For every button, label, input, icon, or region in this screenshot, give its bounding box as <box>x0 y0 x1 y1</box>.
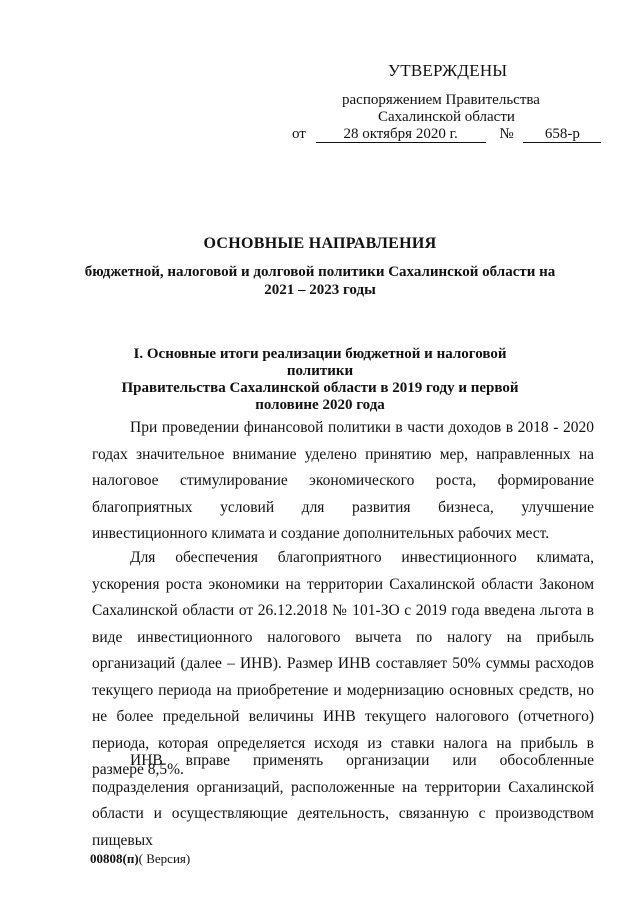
approval-region-line: Сахалинской области <box>378 109 515 125</box>
document-subtitle <box>60 263 580 299</box>
approval-order-line: распоряжением Правительства <box>342 92 540 108</box>
paragraph-text: При проведении финансовой политики в части доходов в 2018 - 2020 годах значительное внимание уделено принятию мер, направленных на налоговое стимулирование экономического роста, формирование благоприятных условий для развития бизнеса, улучшение инвестиционного климата и создание дополнительных рабочих мест. <box>92 419 594 542</box>
footer-stamp <box>90 851 190 867</box>
section-heading-line-2: Правительства Сахалинской области в 2019 году и первой <box>121 380 519 396</box>
paragraph-3 <box>92 748 594 854</box>
number-label: № <box>499 126 514 142</box>
approval-number: 658-р <box>523 127 601 143</box>
section-heading-line-1: I. Основные итоги реализации бюджетной и налоговой политики <box>133 346 507 379</box>
approval-dateline <box>292 126 601 143</box>
from-label: от <box>292 126 306 142</box>
paragraph-1 <box>92 415 594 548</box>
document-title: ОСНОВНЫЕ НАПРАВЛЕНИЯ <box>203 235 437 252</box>
approval-title: УТВЕРЖДЕНЫ <box>388 61 508 80</box>
paragraph-text: Для обеспечения благоприятного инвестиционного климата, ускорения роста экономики на территории Сахалинской области Законом Сахалинской области от 26.12.2018 № 101-ЗО с 2019 года введена льгота в виде инвестиционного налогового вычета по налогу на прибыль организаций (далее – ИНВ). Размер ИНВ составляет 50% суммы расходов текущего периода на приобретение и модернизацию основных средств, но не более предельной величины ИНВ текущего налогового (отчетного) периода, которая определяется исходя из ставки налога на прибыль в размере 8,5%. <box>92 549 594 778</box>
subtitle-line-2: 2021 – 2023 годы <box>264 282 376 298</box>
section-heading <box>110 346 530 414</box>
paragraph-text: ИНВ вправе применять организации или обособленные подразделения организаций, расположенные на территории Сахалинской области и осуществляющие деятельность, связанную с производством пищевых <box>92 752 594 849</box>
subtitle-line-1: бюджетной, налоговой и долговой политики Сахалинской области на <box>84 264 556 280</box>
document-version: ( Версия) <box>138 851 191 866</box>
approval-date: 28 октября 2020 г. <box>316 127 486 143</box>
document-code: 00808(п) <box>90 851 139 866</box>
section-heading-line-3: половине 2020 года <box>255 397 385 413</box>
